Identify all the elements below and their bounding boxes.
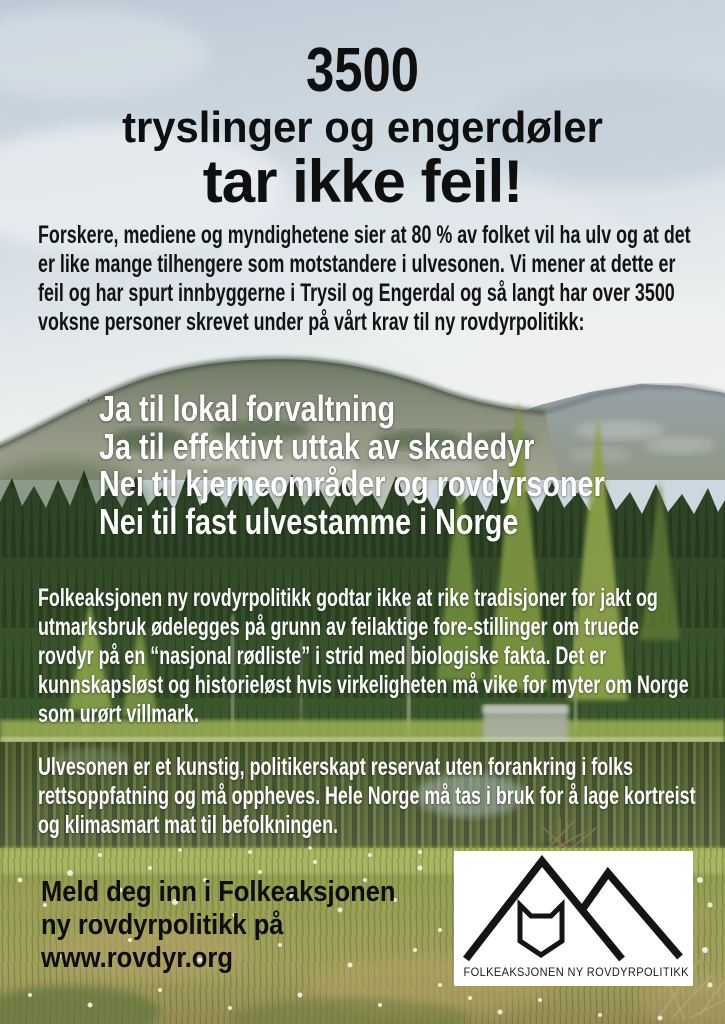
body-paragraph-2: Ulvesonen er et kunstig, politikerskapt reservat uten forankring i folks rettsoppfatning og må oppheves. Hele Norge må tas i bruk for å lage kortreist og klimasmart mat til befolkningen. — [38, 753, 696, 839]
demand-item: Ja til effektivt uttak av skadedyr — [99, 425, 535, 467]
cta-line: Meld deg inn i Folkeaksjonen — [41, 876, 396, 908]
headline-number: 3500 — [305, 36, 420, 105]
logo-box — [454, 851, 693, 986]
call-to-action — [41, 876, 396, 975]
masthead — [0, 36, 725, 215]
headline-tagline: tar ikke feil! — [202, 148, 523, 215]
body-paragraph-1: Folkeaksjonen ny rovdyrpolitikk godtar ikke at rike tradisjoner for jakt og utmarksbruk ødelegges på grunn av feilaktige fore-stillinger om truede rovdyr på en “nasjonal rødliste” i strid med biologiske fakta. Det er kunnskapsløst og historieløst hvis virkeligheten må vike for myter om Norge som urørt villmark. — [38, 584, 689, 728]
demand-item: Nei til fast ulvestamme i Norge — [99, 500, 519, 542]
demand-item: Nei til kjerneområder og rovdyrsoner — [99, 463, 605, 504]
demand-item: Ja til lokal forvaltning — [99, 388, 396, 429]
logo-text: FOLKEAKSJONEN NY ROVDYRPOLITIKK — [463, 965, 689, 979]
mountains-and-wolf-head-icon — [454, 853, 693, 965]
headline-subtitle: tryslinger og engerdøler — [122, 103, 603, 152]
intro-paragraph: Forskere, mediene og myndighetene sier at 80 % av folket vil ha ulv og at det er like mange tilhengere som motstandere i ulvesonen. Vi mener at dette er feil og har spurt innbyggerne i Trysil og Engerdal og så langt har over 3500 voksne personer skrevet under på vårt krav til ny rovdyrpolitikk: — [38, 221, 691, 336]
cta-line: ny rovdyrpolitikk på — [41, 909, 284, 941]
demands-list — [99, 390, 605, 540]
website-url: www.rovdyr.org — [41, 942, 233, 974]
list-bullet: · — [86, 391, 91, 407]
